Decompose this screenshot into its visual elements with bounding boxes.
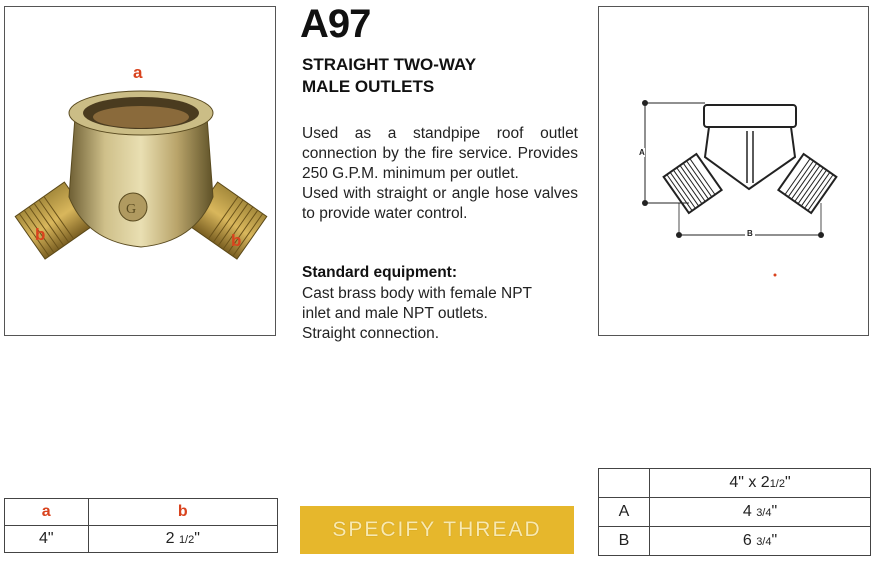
- dim-row-label: B: [599, 527, 650, 556]
- standard-line-3: Straight connection.: [302, 325, 440, 342]
- dimensions-table: [598, 468, 871, 556]
- subtitle-line-2: MALE OUTLETS: [302, 77, 435, 96]
- photo-label-a: a: [133, 63, 143, 82]
- svg-text:G: G: [126, 202, 137, 217]
- product-description: [302, 124, 578, 224]
- dim-row-value: [650, 527, 871, 556]
- size-table-header-a: a: [5, 499, 89, 526]
- dimension-diagram-frame: [598, 6, 869, 336]
- product-photo-frame: [4, 6, 276, 336]
- dims-header-unit: ": [784, 474, 791, 491]
- dim-unit: ": [771, 503, 778, 520]
- standard-line-2: inlet and male NPT outlets.: [302, 305, 488, 322]
- dims-header-text: 4" x 2: [729, 474, 770, 491]
- dim-row-value: [650, 498, 871, 527]
- dimension-diagram: [599, 7, 870, 337]
- standard-equipment-text: [302, 284, 592, 344]
- standard-equipment-title: Standard equipment:: [302, 264, 458, 281]
- brass-outlet-image: [5, 7, 277, 337]
- table-row: [599, 527, 871, 556]
- dim-fraction: 3/4: [756, 536, 772, 548]
- subtitle-line-1: STRAIGHT TWO-WAY: [302, 55, 477, 74]
- dim-row-label: A: [599, 498, 650, 527]
- description-paragraph-1: Used as a standpipe roof outlet connection by the fire service. Provides 250 G.P.M. minimum per outlet.: [302, 125, 578, 182]
- size-table-value-a: 4": [5, 526, 89, 553]
- size-table-header-b: b: [88, 499, 277, 526]
- table-row: [599, 498, 871, 527]
- dim-fraction: 3/4: [756, 507, 772, 519]
- photo-label-b-left: b: [35, 225, 46, 244]
- size-table-value-b: [88, 526, 277, 553]
- model-number: A97: [300, 2, 371, 46]
- description-paragraph-2: Used with straight or angle hose valves to provide water control.: [302, 185, 578, 222]
- size-b-unit: ": [194, 530, 200, 547]
- size-b-fraction: 1/2: [178, 534, 195, 546]
- product-subtitle: [302, 54, 562, 98]
- photo-label-b-right: b: [231, 231, 242, 250]
- diagram-label-a: A: [639, 148, 645, 157]
- dimensions-table-corner: [599, 469, 650, 498]
- dims-header-fraction: 1/2: [769, 478, 785, 490]
- dim-unit: ": [771, 532, 778, 549]
- dimensions-table-header: [650, 469, 871, 498]
- size-b-whole: 2: [165, 530, 175, 547]
- diagram-label-b: B: [747, 229, 753, 238]
- standard-line-1: Cast brass body with female NPT: [302, 285, 533, 302]
- size-table: [4, 498, 278, 553]
- dim-whole: 6: [742, 532, 752, 549]
- dim-whole: 4: [742, 503, 752, 520]
- specify-thread-button[interactable]: SPECIFY THREAD: [300, 506, 574, 554]
